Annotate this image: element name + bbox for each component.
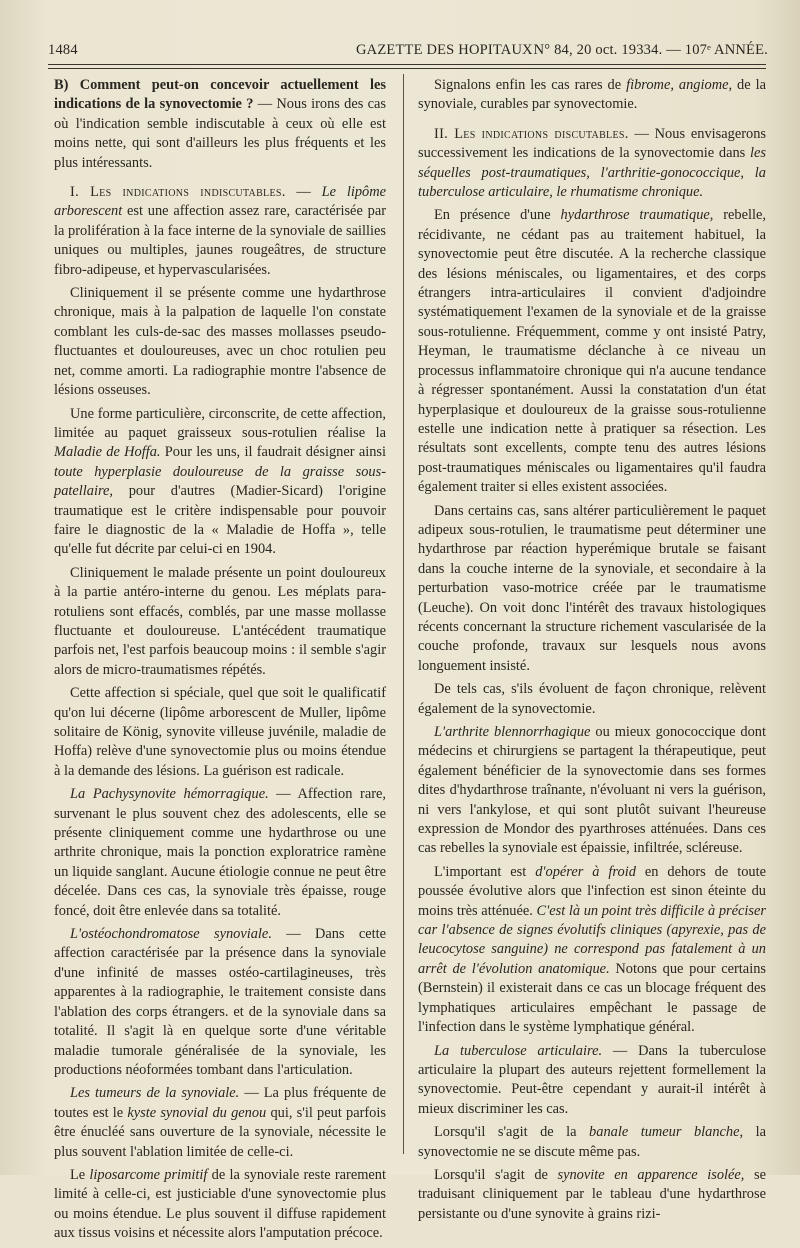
paragraph: L'arthrite blennorrhagique ou mieux gonococcique dont médecins et chirurgiens se partagent la thérapeutique, peut également bénéficier de la synovectomie dans ses formes dites d'hydarthrose traînante, n'évoluant ni vers la guérison, ni vers l'ankylose, et qui sont plutôt suivant l'heureuse expression de Mondor des pyarthroses atténuées. Dans ces cas rebelles la synoviale est épaissie, infiltrée, scléreuse. (418, 724, 767, 857)
paragraph: En présence d'une hydarthrose traumatique, rebelle, récidivante, ne cédant pas au traitement habituel, la synovectomie peut être discutée. A la recherche classique des lésions méniscales, ou ligamentaires, et des corps étrangers intra-articulaires il convient d'adjoindre systématiquement l'examen de la synoviale et de la graisse sous-rotulienne. Fréquemment, comme y ont insisté Patry, Heyman, le traumatisme déclanche à ce niveau un processus inflammatoire chronique qui n'a aucune tendance à régresser spontanément. Aussi la constatation d'un état hyperplasique et douloureux de la graisse sous-rotulienne estelle une indication nette à pratiquer sa résection. Les résultats sont excellents, compte tenu des autres lésions post-traumatiques méniscales ou ligamentaires qu'il faudra également traiter si elles existent associées. (418, 207, 766, 496)
issue-info: N° 84, 20 oct. 19334. — 107ᵉ ANNÉE. (533, 42, 768, 58)
paragraph: Lorsqu'il s'agit de synovite en apparence isolée, se traduisant cliniquement par le tableau d'une hydarthrose persistante ou d'une synovite à grains rizi- (418, 1166, 766, 1222)
paragraph: Le liposarcome primitif de la synoviale reste rarement limité à celle-ci, est justiciable d'une synovectomie plus ou moins étendue. Le plus souvent il diffuse rapidement aux tissus voisins et nécessite alors l'amputation précoce. (54, 1166, 386, 1242)
header-rule-bottom (48, 68, 766, 69)
paragraph: Signalons enfin les cas rares de fibrome, angiome, de la synoviale, curables par synovectomie. (418, 77, 766, 113)
paragraph: L'important est d'opérer à froid en dehors de toute poussée évolutive alors que l'infection est sinon éteinte du moins très atténuée. C'est là un point très difficile à préciser car l'absence de signes évolutifs cliniques (apyrexie, pas de leucocytose sanguine) ne correspond pas fatalement à un arrêt de l'évolution anatomique. Notons que pour certains (Bernstein) il existerait dans ce cas un blocage fréquent des lymphatiques articulaires empêchant le passage de l'infection dans le système lymphatique général. (418, 863, 766, 1036)
paragraph: Cette affection si spéciale, quel que soit le qualificatif qu'on lui décerne (lipôme arborescent de Muller, lipôme solitaire de König, synovite villeuse juvénile, maladie de Hoffa) relève d'une synovectomie plus ou moins étendue à la demande des lésions. La guérison est radicale. (54, 685, 386, 779)
journal-title: GAZETTE DES HOPITAUX (356, 42, 533, 58)
paragraph: L'ostéochondromatose synoviale. — Dans cette affection caractérisée par la présence dans la synoviale d'une infinité de masses ostéo-cartilagineuses, très apparentes à la radiographie, le traitement consiste dans l'ablation des corps étrangers. et de la synoviale dans sa totalité. Il s'agit là en quelque sorte d'une véritable maladie tumorale généralisée de la synoviale, les productions néoformées tombant dans l'articulation. (54, 926, 386, 1078)
header-rule-top (48, 64, 766, 65)
paragraph: Les tumeurs de la synoviale. — La plus fréquente de toutes est le kyste synovial du genou qui, s'il peut parfois être énucléé sans ouverture de la synoviale, nécessite le plus souvent l'ablation limitée de celle-ci. (54, 1085, 386, 1160)
paragraph: Cliniquement le malade présente un point douloureux à la partie antéro-interne du genou. Les méplats para-rotuliens sont effacés, comblés, par une masse mollasse fluctuante et douloureuse. L'antécédent traumatique parfois net, l'est parfois beaucoup moins : il semble s'agir alors de micro-traumatismes répétés. (54, 564, 386, 678)
paragraph: B) Comment peut-on concevoir actuellement les indications de la synovectomie ? — Nous irons des cas où l'indication semble indiscutable à ceux où elle est moins nette, qui sont d'ailleurs les plus fréquents et les plus intéressants. (54, 77, 386, 171)
section-heading: B) Comment peut-on concevoir actuellement les indications de la synovectomie ? (54, 77, 386, 113)
column-divider (403, 74, 404, 1154)
subsection-heading: II. Les indications discutables. (434, 125, 629, 142)
paragraph: Lorsqu'il s'agit de la banale tumeur blanche, la synovectomie ne se discute même pas. (418, 1124, 766, 1160)
paragraph: La tuberculose articulaire. — Dans la tuberculose articulaire la plupart des auteurs rejettent formellement la synovectomie. Peut-être cependant y aurait-il intérêt à mieux discriminer les cas. (418, 1042, 767, 1117)
subsection-heading: I. Les indications indiscutables. (70, 184, 286, 201)
right-column (418, 76, 766, 1228)
running-header (48, 40, 768, 64)
paragraph: II. Les indications discutables. — Nous envisagerons successivement les indications de la synovectomie dans les séquelles post-traumatiques, l'arthritie-gonococcique, la tuberculose articulaire, le rhumatisme chronique. (418, 125, 766, 201)
paragraph: Cliniquement il se présente comme une hydarthrose chronique, mais à la palpation de laquelle l'on constate comblant les culs-de-sac des masses mollasses pseudo-fluctuantes et douloureuses, avec un choc rotulien peu net, comme amorti. La radiographie montre l'absence de lésions osseuses. (54, 285, 386, 399)
paragraph: La Pachysynovite hémorragique. — Affection rare, survenant le plus souvent chez des adolescents, elle se présente cliniquement comme une hydarthrose ou une arthrite chronique, mais la ponction exploratrice ramène un liquide sanglant. Aucune étiologie connue ne peut être décelée. Dans ces cas, la synoviale très épaisse, rouge foncé, doit être enlevée dans sa totalité. (54, 786, 386, 919)
paragraph: De tels cas, s'ils évoluent de façon chronique, relèvent également de la synovectomie. (418, 681, 766, 717)
left-column (54, 76, 386, 1248)
paragraph: I. Les indications indiscutables. — Le lipôme arborescent est une affection assez rare, caractérisée par la prolifération à la face interne de la synoviale de saillies uniques ou multiples, jaunes rougeâtres, de structure fibro-adipeuse, et hypervascularisées. (54, 184, 386, 278)
paragraph: Une forme particulière, circonscrite, de cette affection, limitée au paquet graisseux sous-rotulien réalise la Maladie de Hoffa. Pour les uns, il faudrait désigner ainsi toute hyperplasie douloureuse de la graisse sous-patellaire, pour d'autres (Madier-Sicard) l'origine traumatique est le critère indispensable pour pouvoir faire le diagnostic de la « Maladie de Hoffa », telle qu'elle fut décrite par celui-ci en 1904. (54, 405, 386, 558)
page-number: 1484 (48, 42, 78, 58)
paragraph: Dans certains cas, sans altérer particulièrement le paquet adipeux sous-rotulien, le traumatisme peut déterminer une hydarthrose par réaction hyperémique brutale se faisant dans la couche interne de la synoviale, et secondaire à la perturbation vaso-motrice créée par le traumatisme (Leuche). On voit donc l'intérêt des travaux histologiques récents concernant la structure richement vascularisée de la couche profonde, travaux sur lesquels nous avons longuement insisté. (418, 502, 766, 674)
